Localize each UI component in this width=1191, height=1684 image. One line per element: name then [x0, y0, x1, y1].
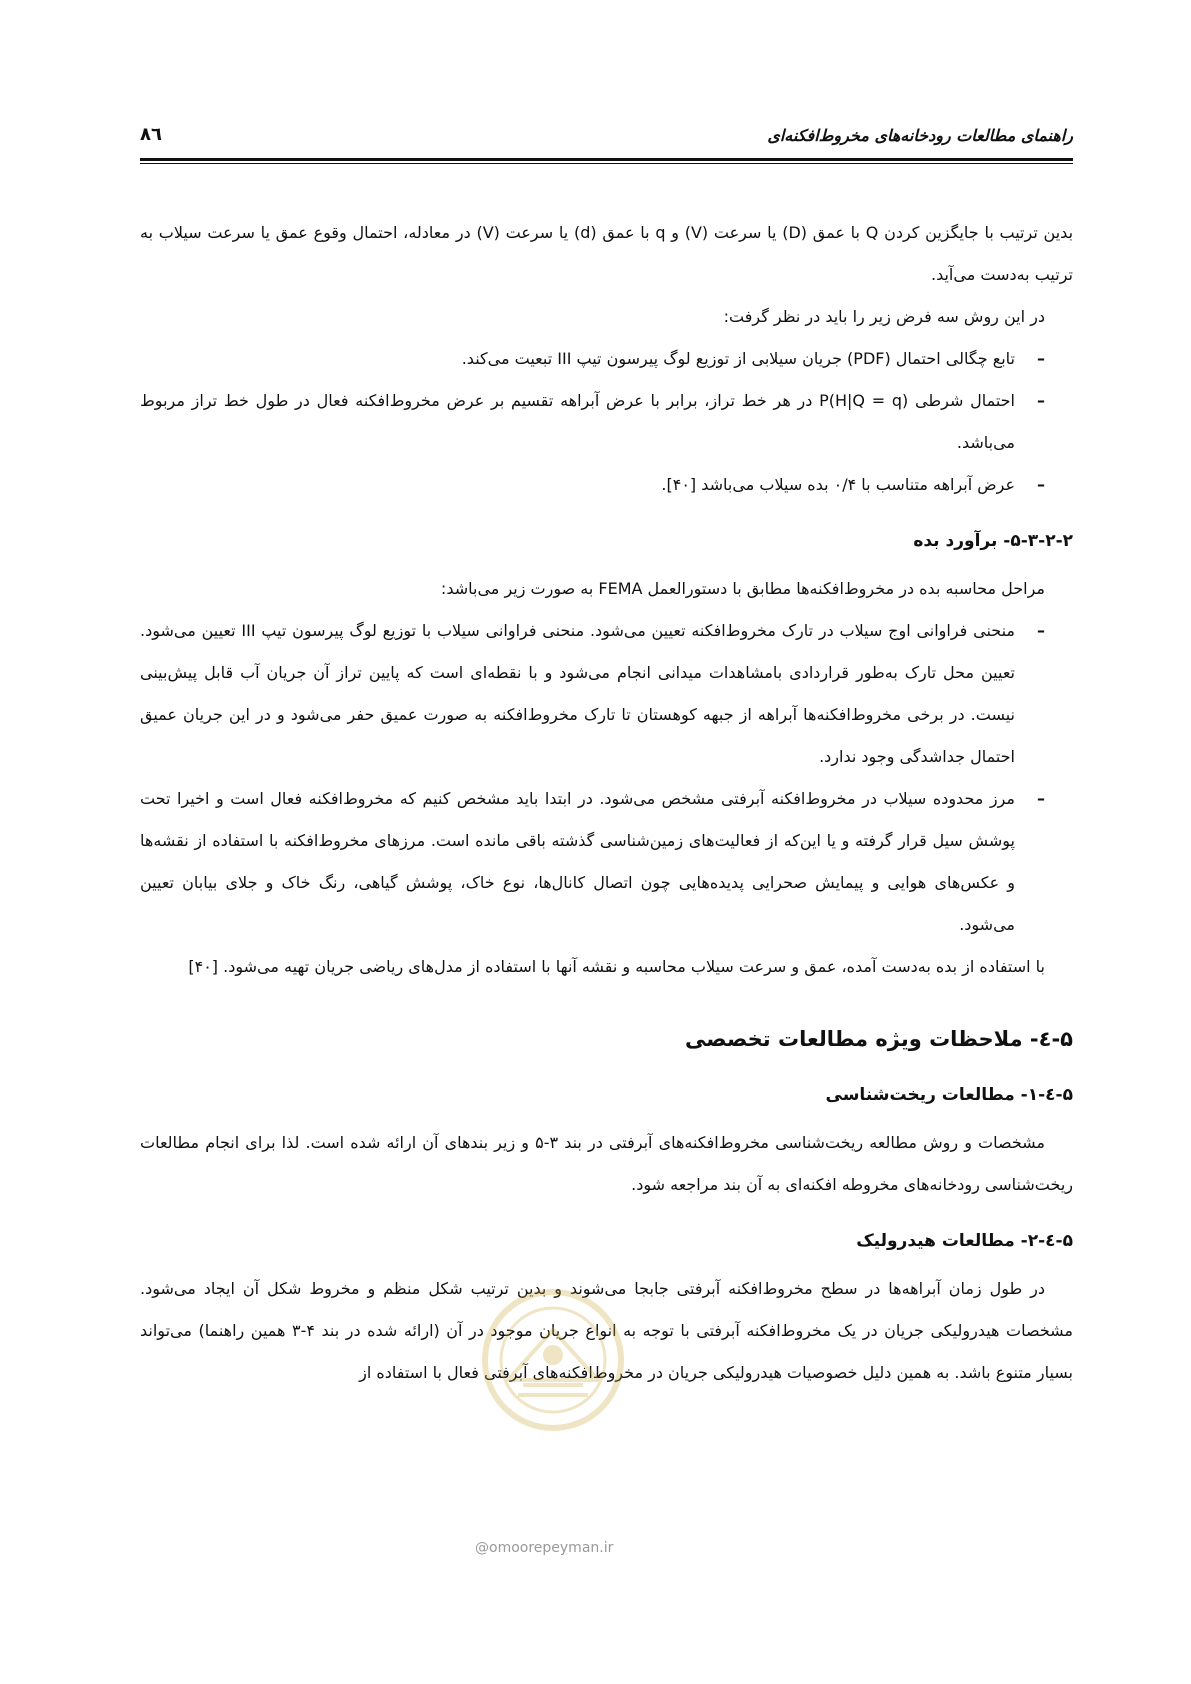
list-item-text: عرض آبراهه متناسب با ۰/۴ بده سیلاب می‌باشد [۴۰].: [661, 475, 1015, 494]
dash-bullet-icon: –: [1037, 621, 1045, 640]
list-item: [140, 778, 1045, 946]
paragraph-discharge-intro: مراحل محاسبه بده در مخروط‌افکنه‌ها مطابق با دستورالعمل FEMA به صورت زیر می‌باشد:: [440, 579, 1045, 598]
section-heading-discharge: ۵-۳-۲-۲- برآورد بده: [913, 531, 1073, 551]
page-header: [140, 120, 1073, 160]
paragraph-morphology: مشخصات و روش مطالعه ریخت‌شناسی مخروط‌افکنه‌های آبرفتی در بند ۳-۵ و زیر بندهای آن ارائه شده است. لذا برای انجام مطالعات ریخت‌شناسی رودخانه‌های مخروطه افکنه‌ای به آن بند مراجعه شود.: [140, 1133, 1073, 1194]
list-item-text: احتمال شرطی P(H|Q = q) در هر خط تراز، برابر با عرض آبراهه تقسیم بر عرض مخروط‌افکنه فعال در طول خط تراز مربوط می‌باشد.: [140, 391, 1015, 452]
paragraph-substitution: بدین ترتیب با جایگزین کردن Q با عمق (D) یا سرعت (V) و q با عمق (d) یا سرعت (V) در معادله، احتمال وقوع عمق یا سرعت سیلاب به ترتیب به‌دست می‌آید.: [140, 223, 1074, 284]
list-item: [140, 338, 1045, 380]
omoorepeyman-logo-icon: [478, 1285, 628, 1435]
assumption-list: [140, 338, 1073, 506]
list-item-text: تابع چگالی احتمال (PDF) جریان سیلابی از توزیع لوگ پیرسون تیپ III تبعیت می‌کند.: [461, 349, 1015, 368]
dash-bullet-icon: –: [1037, 349, 1045, 368]
discharge-step-list: [140, 610, 1073, 946]
list-item: [140, 610, 1045, 778]
dash-bullet-icon: –: [1037, 789, 1045, 808]
list-item-text: منحنی فراوانی اوج سیلاب در تارک مخروط‌افکنه تعیین می‌شود. منحنی فراوانی سیلاب با توزیع لوگ پیرسون تیپ III تعیین می‌شود. تعیین محل تارک به‌طور قراردادی بامشاهدات میدانی انجام می‌شود و با نقطه‌ای است که پایین تراز آن جریان آب قابل پیش‌بینی نیست. در برخی مخروط‌افکنه‌ها آبراهه از جبهه کوهستان تا تارک مخروط‌افکنه به صورت عمیق حفر می‌شود و در این جریان عمیق احتمال جداشدگی وجود ندارد.: [140, 621, 1016, 766]
list-item: [140, 464, 1045, 506]
page-number: ۸٦: [140, 124, 162, 145]
section-heading-morphology: ۵-٤-۱- مطالعات ریخت‌شناسی: [825, 1085, 1073, 1105]
paragraph-assumptions-intro: در این روش سه فرض زیر را باید در نظر گرفت:: [723, 307, 1045, 326]
list-item: [140, 380, 1045, 464]
header-rule: [140, 158, 1073, 164]
running-title: راهنمای مطالعات رودخانه‌های مخروط‌افکنه‌ای: [767, 126, 1073, 145]
section-heading-special-studies: ۵-٤- ملاحظات ویژه مطالعات تخصصی: [685, 1027, 1073, 1051]
watermark-text: @omoorepeyman.ir: [475, 1540, 614, 1556]
list-item-text: مرز محدوده سیلاب در مخروط‌افکنه آبرفتی مشخص می‌شود. در ابتدا باید مشخص کنیم که مخروط‌افکنه فعال است و اخیرا تحت پوشش سیل قرار گرفته و یا این‌که از فعالیت‌های زمین‌شناسی گذشته باقی مانده است. مرزهای مخروط‌افکنه با استفاده از نقشه‌ها و عکس‌های هوایی و پیمایش صحرایی پدیده‌هایی چون اتصال کانال‌ها، نوع خاک، پوشش گیاهی، رنگ خاک و جلای بیابان تعیین می‌شود.: [140, 789, 1015, 934]
dash-bullet-icon: –: [1037, 391, 1045, 410]
paragraph-hydraulics: در طول زمان آبراهه‌ها در سطح مخروط‌افکنه آبرفتی جابجا می‌شوند و بدین ترتیب شکل منظم و مخروط شکل آن ایجاد می‌شود. مشخصات هیدرولیکی جریان در یک مخروط‌افکنه آبرفتی با توجه به انواع جریان موجود در آن (ارائه شده در بند ۴-۳ همین راهنما) می‌تواند بسیار متنوع باشد. به همین دلیل خصوصیات هیدرولیکی جریان در مخروط‌افکنه‌های آبرفتی فعال با استفاده از: [140, 1279, 1073, 1382]
paragraph-discharge-closing: با استفاده از بده به‌دست آمده، عمق و سرعت سیلاب محاسبه و نقشه آنها با استفاده از مدل‌های ریاضی جریان تهیه می‌شود. [۴۰]: [188, 957, 1045, 976]
page-body: [140, 212, 1073, 1394]
section-heading-hydraulics: ۵-٤-۲- مطالعات هیدرولیک: [856, 1231, 1073, 1251]
dash-bullet-icon: –: [1037, 475, 1045, 494]
